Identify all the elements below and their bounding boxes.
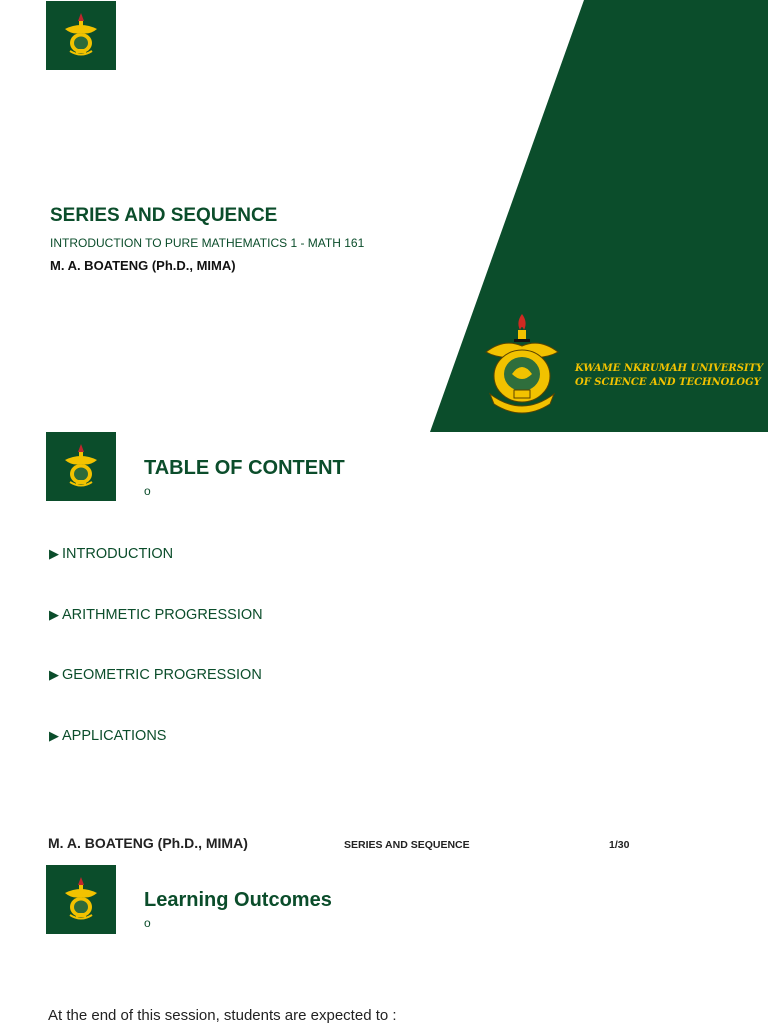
triangle-right-icon: ▶ bbox=[49, 607, 59, 622]
toc-item-geometric-progression[interactable] bbox=[49, 667, 262, 683]
presentation-title: SERIES AND SEQUENCE bbox=[50, 205, 278, 226]
toc-item-label: ARITHMETIC PROGRESSION bbox=[62, 607, 263, 623]
triangle-right-icon: ▶ bbox=[49, 546, 59, 561]
frame-subtitle-bullet: o bbox=[144, 484, 151, 498]
university-name-line1: KWAME NKRUMAH UNIVERSITY bbox=[575, 363, 764, 374]
frame-subtitle-bullet: o bbox=[144, 916, 151, 930]
knust-crest-icon bbox=[46, 1, 116, 70]
toc-item-label: GEOMETRIC PROGRESSION bbox=[62, 667, 262, 683]
title-slide bbox=[0, 0, 768, 432]
university-name-line2: OF SCIENCE AND TECHNOLOGY bbox=[575, 377, 761, 388]
footer-page-number: 1/30 bbox=[609, 839, 630, 851]
learning-outcomes-slide bbox=[0, 864, 768, 1024]
frame-title: Learning Outcomes bbox=[144, 889, 332, 911]
knust-crest-icon bbox=[46, 432, 116, 501]
triangle-right-icon: ▶ bbox=[49, 667, 59, 682]
presentation-author: M. A. BOATENG (Ph.D., MIMA) bbox=[50, 258, 236, 273]
frame-title: TABLE OF CONTENT bbox=[144, 457, 345, 479]
toc-item-introduction[interactable] bbox=[49, 546, 173, 562]
triangle-right-icon: ▶ bbox=[49, 728, 59, 743]
footer-author: M. A. BOATENG (Ph.D., MIMA) bbox=[48, 835, 248, 851]
table-of-content-slide bbox=[0, 432, 768, 864]
footer-title: SERIES AND SEQUENCE bbox=[344, 839, 470, 851]
toc-item-label: INTRODUCTION bbox=[62, 546, 174, 562]
body-text: At the end of this session, students are expected to : bbox=[48, 1007, 397, 1024]
toc-item-arithmetic-progression[interactable] bbox=[49, 607, 263, 623]
presentation-subtitle: INTRODUCTION TO PURE MATHEMATICS 1 - MATH 161 bbox=[50, 236, 365, 250]
toc-item-applications[interactable] bbox=[49, 728, 166, 744]
university-seal-icon bbox=[484, 312, 560, 425]
university-name bbox=[575, 362, 763, 390]
knust-crest-icon bbox=[46, 865, 116, 934]
toc-item-label: APPLICATIONS bbox=[62, 728, 167, 744]
